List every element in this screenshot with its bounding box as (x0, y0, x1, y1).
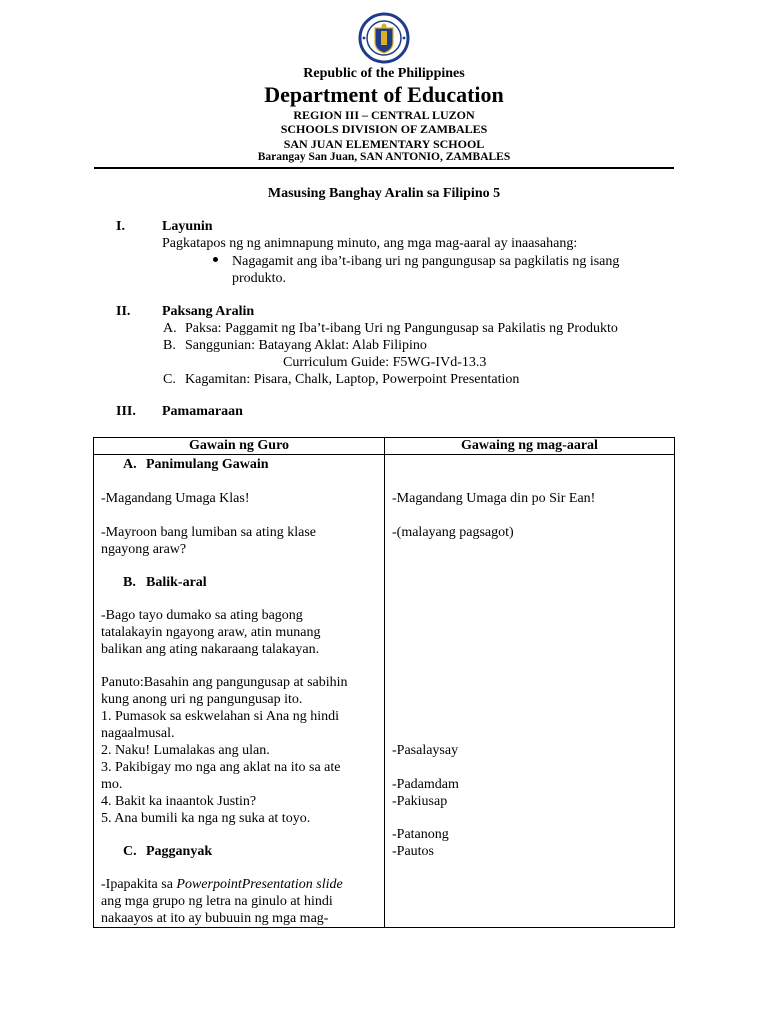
guro-review-2: tatalakayin ngayong araw, atin munang (101, 625, 321, 640)
paksa-b-text: Sanggunian: Batayang Aklat: Alab Filipino (185, 338, 427, 353)
guro-absent-1: -Mayroon bang lumiban sa ating klase (101, 525, 317, 540)
department-title: Department of Education (264, 82, 504, 107)
magaaral-answer-1: -Pasalaysay (392, 743, 459, 758)
guro-item-3a: 3. Pakibigay mo nga ang aklat na ito sa ate (101, 760, 341, 775)
guro-ppt-1-italic: PowerpointPresentation slide (176, 877, 343, 892)
guro-a-heading: Panimulang Gawain (146, 457, 269, 472)
school-line: SAN JUAN ELEMENTARY SCHOOL (283, 137, 485, 151)
guro-review-1: -Bago tayo dumako sa ating bagong (101, 608, 303, 623)
address-line: Barangay San Juan, SAN ANTONIO, ZAMBALES (257, 151, 511, 163)
section-heading-pamamaraan: Pamamaraan (162, 404, 243, 419)
guro-item-5: 5. Ana bumili ka nga ng suka at toyo. (101, 811, 311, 826)
guro-item-4: 4. Bakit ka inaantok Justin? (101, 794, 257, 809)
magaaral-answer-3: -Pakiusap (392, 794, 448, 809)
guro-absent-2: ngayong araw? (101, 542, 187, 557)
guro-ppt-1-text: -Ipapakita sa (101, 877, 177, 892)
guro-c-label: C. (123, 844, 137, 859)
guro-c-heading: Pagganyak (146, 844, 213, 859)
magaaral-answer-5: -Pautos (392, 844, 434, 859)
layunin-bullet-line1: Nagagamit ang iba’t-ibang uri ng pangungusap sa pagkilatis ng isang (232, 254, 620, 269)
magaaral-cell (385, 455, 675, 928)
paksa-a-label: A. (163, 321, 177, 336)
republic-line: Republic of the Philippines (303, 66, 465, 81)
region-line: REGION III – CENTRAL LUZON (293, 108, 475, 122)
guro-b-heading: Balik-aral (146, 575, 207, 590)
guro-panuto-1: Panuto:Basahin ang pangungusap at sabihin (101, 675, 348, 690)
section-num-3: III. (116, 404, 136, 419)
section-heading-paksa: Paksang Aralin (162, 304, 255, 319)
column-header-magaaral: Gawaing ng mag-aaral (385, 438, 675, 455)
header-divider (94, 167, 674, 169)
guro-greet: -Magandang Umaga Klas! (101, 491, 250, 506)
paksa-c-label: C. (163, 372, 176, 387)
guro-item-1b: nagaalmusal. (101, 726, 175, 741)
section-num-1: I. (116, 219, 125, 234)
guro-b-label: B. (123, 575, 136, 590)
magaaral-reply: -Magandang Umaga din po Sir Ean! (392, 491, 596, 506)
division-line: SCHOOLS DIVISION OF ZAMBALES (280, 122, 488, 136)
deped-seal (346, 12, 422, 64)
section-heading-layunin: Layunin (162, 219, 213, 234)
guro-item-2: 2. Naku! Lumalakas ang ulan. (101, 743, 270, 758)
guro-ppt-2: ang mga grupo ng letra na ginulo at hindi (101, 894, 333, 909)
column-header-guro: Gawain ng Guro (94, 438, 385, 455)
lesson-plan-table (93, 437, 675, 928)
guro-cell (94, 455, 385, 928)
guro-ppt-1 (101, 876, 343, 893)
guro-item-1a: 1. Pumasok sa eskwelahan si Ana ng hindi (101, 709, 339, 724)
paksa-b-label: B. (163, 338, 176, 353)
magaaral-answer-2: -Padamdam (392, 777, 459, 792)
paksa-b-text2: Curriculum Guide: F5WG-IVd-13.3 (283, 355, 487, 370)
guro-a-label: A. (123, 457, 137, 472)
paksa-c-text: Kagamitan: Pisara, Chalk, Laptop, Powerpoint Presentation (185, 372, 520, 387)
guro-panuto-2: kung anong uri ng pangungusap ito. (101, 692, 303, 707)
paksa-a-text: Paksa: Paggamit ng Iba’t-ibang Uri ng Pangungusap sa Pakilatis ng Produkto (185, 321, 618, 336)
magaaral-free-answer: -(malayang pagsagot) (392, 525, 514, 540)
guro-item-3b: mo. (101, 777, 123, 792)
document-title: Masusing Banghay Aralin sa Filipino 5 (267, 186, 501, 201)
layunin-intro: Pagkatapos ng ng animnapung minuto, ang mga mag-aaral ay inaasahang: (162, 236, 578, 251)
bullet-icon (213, 257, 218, 262)
magaaral-answer-4: -Patanong (392, 827, 449, 842)
layunin-bullet-line2: produkto. (232, 271, 287, 286)
guro-review-3: balikan ang ating nakaraang talakayan. (101, 642, 320, 657)
section-num-2: II. (116, 304, 131, 319)
guro-ppt-3: nakaayos at ito ay bubuuin ng mga mag- (101, 911, 329, 926)
